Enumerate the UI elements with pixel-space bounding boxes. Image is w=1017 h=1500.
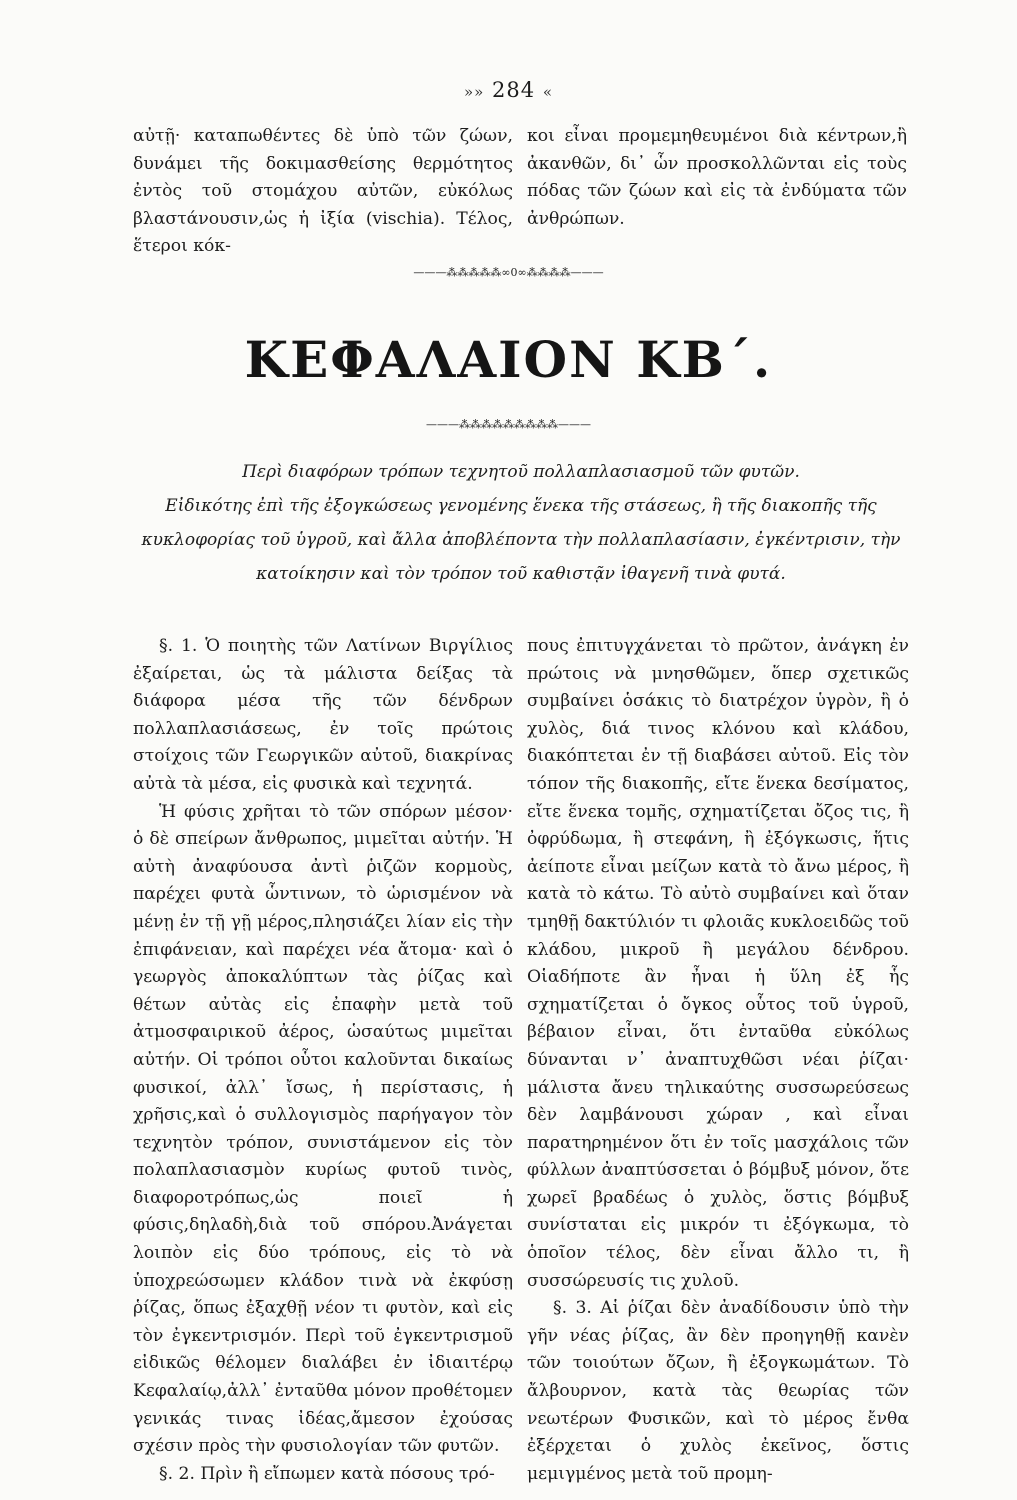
ornament-right: « bbox=[542, 83, 553, 101]
page-number-header bbox=[0, 78, 1017, 102]
top-right-column bbox=[527, 123, 907, 233]
paragraph-section-3: §. 3. Αἱ ῥίζαι δὲν ἀναδίδουσιν ὑπὸ τὴν γῆν νέας ῥίζας, ἂν δὲν προηγηθῇ κανὲν τῶν τοιούτων ὄζων, ἢ ἐξογκωμάτων. Τὸ ἄλβουρνον, κατὰ τὰς θεωρίας τῶν νεωτέρων Φυσικῶν, καὶ τὸ μέρος ἔνθα ἐξέρχεται ὁ χυλὸς ἐκεῖνος, ὅστις μεμιγμένος μετὰ τοῦ προμη- bbox=[527, 1298, 909, 1484]
top-right-paragraph: κοι εἶναι προμεμηθευμένοι διὰ κέντρων,ἢ ἀκανθῶν, δι᾽ ὧν προσκολλῶνται εἰς τοὺς πόδας τῶν ζώων καὶ εἰς τὰ ἐνδύματα τῶν ἀνθρώπων. bbox=[527, 126, 907, 229]
body-right-column bbox=[527, 633, 909, 1488]
summary-line-1: Περὶ διαφόρων τρόπων τεχνητοῦ πολλαπλασιασμοῦ τῶν φυτῶν. bbox=[242, 462, 800, 482]
ornament-left: »» bbox=[463, 83, 485, 101]
ornamental-rule-top: ———⁂⁂⁂⁂⁂∞0∞⁂⁂⁂⁂——— bbox=[413, 266, 604, 279]
paragraph-section-2: §. 2. Πρὶν ἢ εἴπωμεν κατὰ πόσους τρό- bbox=[159, 1463, 495, 1484]
ornamental-rule-bottom: ———⁂⁂⁂⁂⁂⁂⁂⁂⁂——— bbox=[426, 418, 591, 431]
page-number: 284 bbox=[492, 78, 536, 102]
summary-line-2: Εἰδικότης ἐπὶ τῆς ἐξογκώσεως γενομένης ἕνεκα τῆς στάσεως, ἢ τῆς διακοπῆς τῆς κυκλοφορίας τοῦ ὑγροῦ, καὶ ἄλλα ἀποβλέποντα τὴν πολλαπλασίασιν, ἐγκέντρισιν, τὴν κατοίκησιν καὶ τὸν τρόπον τοῦ καθιστᾷν ἰθαγενῆ τινὰ φυτά. bbox=[141, 496, 901, 584]
top-left-paragraph: αὐτῇ· καταπωθέντες δὲ ὑπὸ τῶν ζώων, δυνάμει τῆς δοκιμασθείσης θερμότητος ἐντὸς τοῦ στομάχου αὐτῶν, εὐκόλως βλαστάνουσιν,ὡς ἡ ἰξία (vischia). Τέλος, ἕτεροι κόκ- bbox=[133, 126, 513, 257]
chapter-summary bbox=[133, 455, 909, 591]
paragraph-nature: Ἡ φύσις χρῆται τὸ τῶν σπόρων μέσον· ὁ δὲ σπείρων ἄνθρωπος, μιμεῖται αὐτήν. Ἡ αὐτὴ ἀναφύουσα ἀντὶ ῥιζῶν κορμοὺς, παρέχει φυτὰ ὧντινων, τὸ ὡρισμένον νὰ μένῃ ἐν τῇ γῇ μέρος,πλησιάζει λίαν εἰς τὴν ἐπιφάνειαν, καὶ παρέχει νέα ἄτομα· καὶ ὁ γεωργὸς ἀποκαλύπτων τὰς ῥίζας καὶ θέτων αὐτὰς εἰς ἐπαφὴν μετὰ τοῦ ἀτμοσφαιρικοῦ ἀέρος, ὡσαύτως μιμεῖται αὐτήν. Οἱ τρόποι οὗτοι καλοῦνται δικαίως φυσικοί, ἀλλ᾽ ἴσως, ἡ περίστασις, ἡ χρῆσις,καὶ ὁ συλλογισμὸς παρήγαγον τὸν τεχνητὸν τρόπον, συνιστάμενον εἰς τὸν πολαπλασιασμὸν κυρίως φυτοῦ τινὸς, διαφοροτρόπως,ὡς ποιεῖ ἡ φύσις,δηλαδὴ,διὰ τοῦ σπόρου.Ἀνάγεται λοιπὸν εἰς δύο τρόπους, εἰς τὸ νὰ ὑποχρεώσωμεν κλάδον τινὰ νὰ ἐκφύσῃ ῥίζας, ὅπως ἐξαχθῇ νέον τι φυτὸν, καὶ εἰς τὸν ἐγκεντρισμόν. Περὶ τοῦ ἐγκεντρισμοῦ εἰδικῶς θέλομεν διαλάβει ἐν ἰδιαιτέρῳ Κεφαλαίῳ,ἀλλ᾽ ἐνταῦθα μόνον προθέτομεν γενικάς τινας ἰδέας,ἄμεσον ἐχούσας σχέσιν πρὸς τὴν φυσιολογίαν τῶν φυτῶν. bbox=[133, 801, 513, 1457]
paragraph-section-1: §. 1. Ὁ ποιητὴς τῶν Λατίνων Βιργίλιος ἐξαίρεται, ὡς τὰ μάλιστα δείξας τὰ διάφορα μέσα τῆς τῶν δένδρων πολλαπλασιάσεως, ἐν τοῖς πρώτοις στοίχοις τῶν Γεωργικῶν αὐτοῦ, διακρίνας αὐτὰ τὰ μέσα, εἰς φυσικὰ καὶ τεχνητά. bbox=[133, 636, 513, 794]
body-left-column bbox=[133, 633, 513, 1488]
top-left-column bbox=[133, 123, 513, 261]
paragraph-continuation: πους ἐπιτυγχάνεται τὸ πρῶτον, ἀνάγκη ἐν πρώτοις νὰ μνησθῶμεν, ὅπερ σχετικῶς συμβαίνει ὁσάκις τὸ διατρέχον ὑγρὸν, ἢ ὁ χυλὸς, διά τινος κλόνου καὶ κλάδου, διακόπτεται ἐν τῇ διαβάσει αὐτοῦ. Εἰς τὸν τόπον τῆς διακοπῆς, εἴτε ἕνεκα δεσίματος, εἴτε ἕνεκα τομῆς, σχηματίζεται ὄζος τις, ἢ ὀφρύδωμα, ἢ στεφάνη, ἢ ἐξόγκωσις, ἥτις ἀείποτε εἶναι μείζων κατὰ τὸ ἄνω μέρος, ἢ κατὰ τὸ κάτω. Τὸ αὐτὸ συμβαίνει καὶ ὅταν τμηθῇ δακτύλιόν τι φλοιᾶς κυκλοειδῶς τοῦ κλάδου, μικροῦ ἢ μεγάλου δένδρου. Οἱαδήποτε ἂν ἦναι ἡ ὕλη ἐξ ἧς σχηματίζεται ὁ ὄγκος οὗτος τοῦ ὑγροῦ, βέβαιον εἶναι, ὅτι ἐνταῦθα εὐκόλως δύνανται ν᾽ ἀναπτυχθῶσι νέαι ῥίζαι· μάλιστα ἄνευ τηλικαύτης συσσωρεύσεως δὲν λαμβάνουσι χώραν , καὶ εἶναι παρατηρημένον ὅτι ἐν τοῖς μασχάλοις τῶν φύλλων ἀναπτύσσεται ὁ βόμβυξ μόνον, ὅτε χωρεῖ βραδέως ὁ χυλὸς, ὅστις βόμβυξ συνίσταται εἰς μικρόν τι ἐξόγκωμα, τὸ ὁποῖον τέλος, δὲν εἶναι ἄλλο τι, ἢ συσσώρευσίς τις χυλοῦ. bbox=[527, 636, 909, 1291]
chapter-title: ΚΕΦΑΛΑΙΟΝ ΚΒ΄. bbox=[244, 330, 773, 389]
